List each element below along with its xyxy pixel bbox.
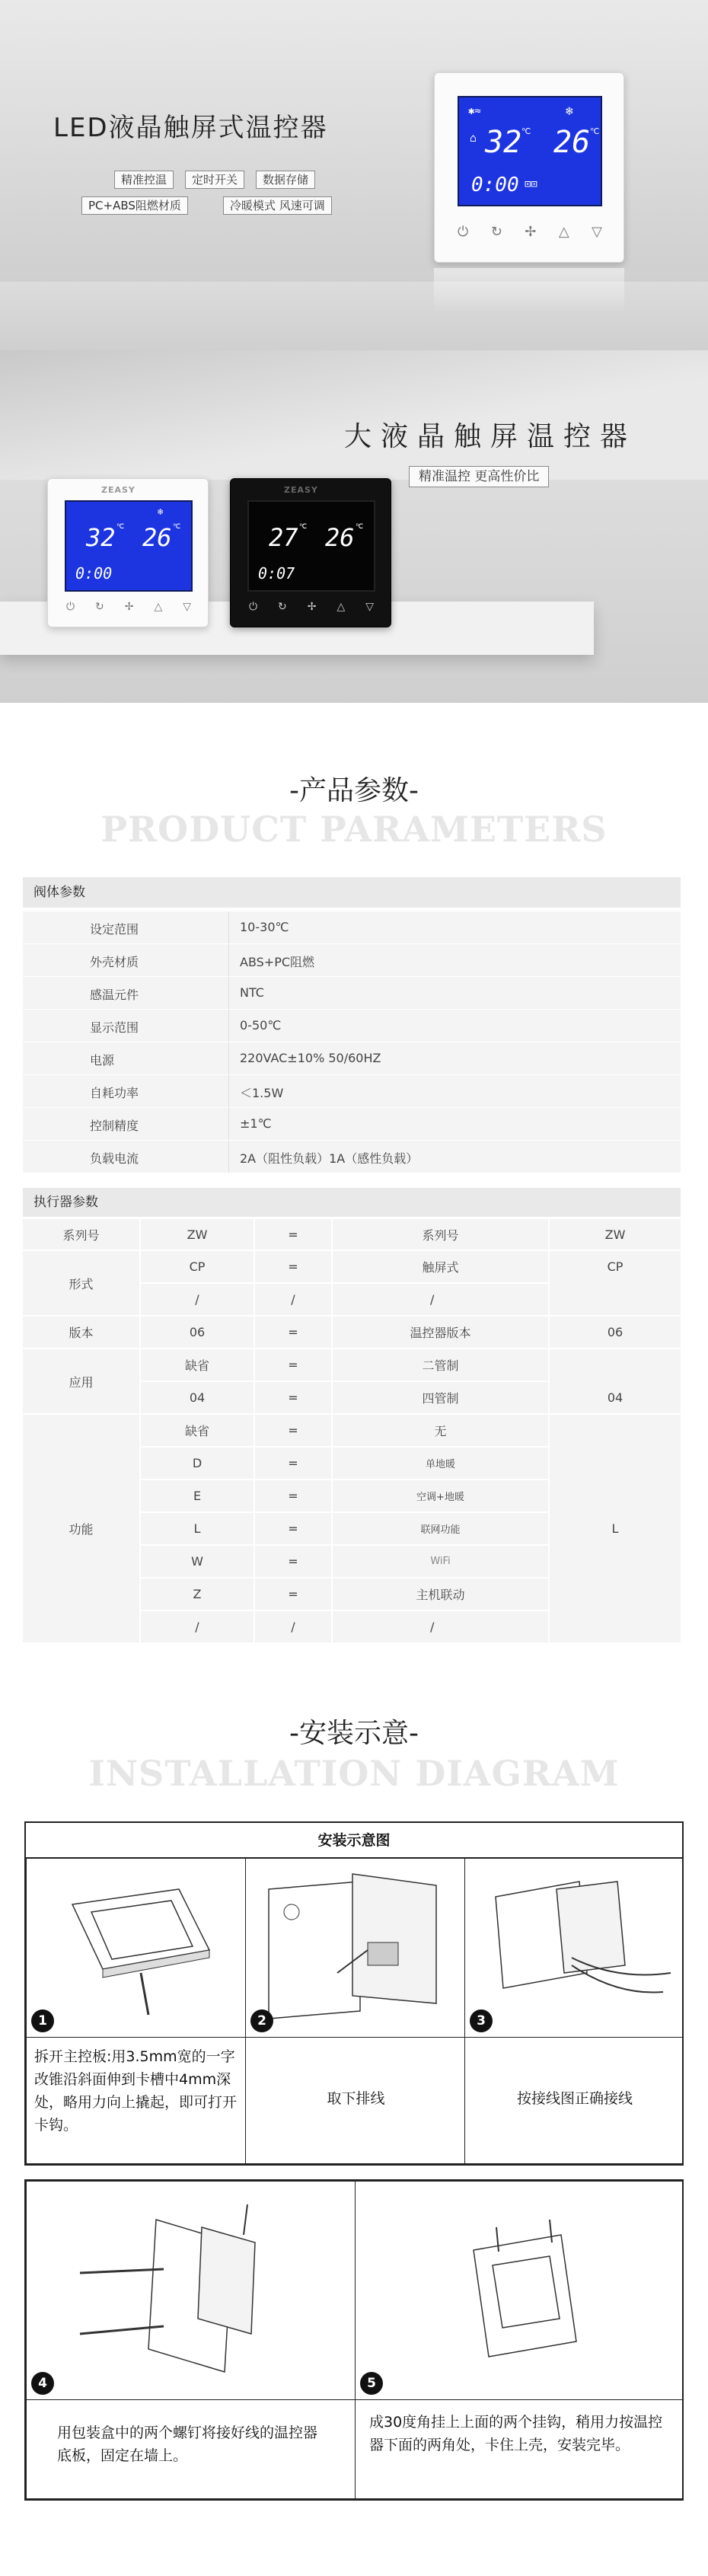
touch-buttons <box>249 601 374 613</box>
hero2-subtitle: 精准温控 更高性价比 <box>409 466 549 487</box>
table-cell: D <box>141 1448 254 1479</box>
table-cell: = <box>255 1317 331 1348</box>
table-cell: 单地暖 <box>333 1448 548 1479</box>
param-row <box>23 1108 681 1140</box>
step-3-illustration <box>465 1859 684 2038</box>
step-4-image <box>26 2181 356 2400</box>
step-caption: 按接线图正确接线 <box>516 2090 633 2107</box>
table-cell: L <box>550 1415 681 1642</box>
table-cell: 缺省 <box>141 1415 254 1446</box>
step-number: 2 <box>250 2009 273 2032</box>
step-5-caption-cell <box>355 2399 684 2499</box>
hero2-title: 大液晶触屏温控器 <box>344 421 637 452</box>
mode-button-icon[interactable]: ↻ <box>490 224 502 240</box>
down-arrow-icon[interactable]: ▽ <box>592 224 602 240</box>
step-4-illustration <box>27 2182 356 2400</box>
param-value: 220VAC±10% 50/60HZ <box>240 1051 381 1065</box>
table-cell: = <box>255 1382 331 1413</box>
feature-tag: 定时开关 <box>185 171 244 189</box>
table-cell: 无 <box>333 1415 548 1446</box>
params-subtitle: PRODUCT PARAMETERS <box>100 809 608 850</box>
up-arrow-icon[interactable]: △ <box>558 224 569 240</box>
snow-icon: ❄ <box>566 104 573 118</box>
install-subtitle: INSTALLATION DIAGRAM <box>88 1753 620 1794</box>
step-number: 4 <box>31 2372 54 2395</box>
param-key: 自耗功率 <box>90 1086 139 1100</box>
table-cell: 二管制 <box>333 1349 548 1381</box>
temp-unit: ℃ <box>173 523 181 531</box>
param-row <box>23 944 681 976</box>
table-cell: / <box>141 1284 254 1315</box>
param-value: ABS+PC阻燃 <box>240 955 315 969</box>
step-1-image <box>26 1858 246 2038</box>
power-icon[interactable]: ⏻ <box>458 224 469 240</box>
table-cell: W <box>141 1546 254 1577</box>
table-cell: L <box>141 1513 254 1544</box>
param-value: ＜1.5W <box>240 1086 284 1100</box>
brand-logo: ZEASY <box>101 485 136 495</box>
step-caption: 拆开主控板:用3.5mm宽的一字改锥沿斜面伸到卡槽中4mm深处，略用力向上撬起，即可打开卡钩。 <box>34 2048 238 2134</box>
table-cell: 缺省 <box>141 1349 254 1381</box>
param-key: 电源 <box>90 1053 115 1068</box>
step-3-caption-cell <box>464 2037 684 2164</box>
table-cell: 四管制 <box>333 1382 548 1413</box>
thermostat-white-large <box>434 72 624 263</box>
brand-logo: ZEASY <box>284 485 318 495</box>
param-value: 10-30℃ <box>240 920 289 934</box>
lcd-screen <box>65 500 193 592</box>
touch-buttons <box>66 601 191 613</box>
table-cell: 触屏式 <box>333 1251 548 1282</box>
table-row-label: 版本 <box>23 1317 139 1348</box>
temp-unit: ℃ <box>521 126 531 136</box>
set-temp: 32 <box>86 523 116 552</box>
table-cell: 空调+地暖 <box>333 1480 548 1511</box>
mode-button-icon[interactable]: ↻ <box>95 601 104 613</box>
install-diagram-box <box>24 1821 684 2166</box>
hero-title: LED液晶触屏式温控器 <box>53 113 328 143</box>
fan-speed-icon[interactable]: ✢ <box>525 224 537 240</box>
param-row <box>23 1075 681 1107</box>
step-number: 3 <box>470 2009 493 2032</box>
step-caption: 成30度角挂上上面的两个挂钩，稍用力按温控器下面的两角处，卡住上壳，安装完毕。 <box>369 2414 663 2453</box>
actuator-table <box>23 1207 681 1645</box>
param-key: 显示范围 <box>90 1020 139 1035</box>
temp-unit: ℃ <box>116 523 125 531</box>
param-key: 外壳材质 <box>90 955 139 969</box>
table-cell: 06 <box>550 1317 681 1348</box>
param-key: 设定范围 <box>90 922 139 937</box>
thermostat-white <box>47 478 209 627</box>
clock-display: 0:00 <box>471 174 519 196</box>
feature-tag: 冷暖模式 风速可调 <box>223 196 332 215</box>
table-cell: = <box>255 1480 331 1511</box>
param-row <box>23 1042 681 1074</box>
up-arrow-icon[interactable]: △ <box>154 601 163 613</box>
power-icon[interactable]: ⏻ <box>249 601 258 613</box>
param-value: 2A（阻性负载）1A（感性负载） <box>240 1151 419 1166</box>
lcd-screen <box>458 96 602 206</box>
fan-speed-icon[interactable]: ✢ <box>124 601 134 613</box>
mode-icon: ⌂ <box>470 131 477 145</box>
temp-unit: ℃ <box>590 126 600 136</box>
table-cell: / <box>255 1611 331 1642</box>
room-temp: 26 <box>325 523 355 552</box>
step-4-caption-cell <box>26 2399 356 2499</box>
table-cell: CP <box>550 1251 681 1315</box>
param-key: 负载电流 <box>90 1151 139 1166</box>
table-cell: WiFi <box>333 1546 548 1577</box>
fan-speed-icon[interactable]: ✢ <box>307 601 317 613</box>
table-cell: / <box>333 1611 548 1642</box>
table-cell: 联网功能 <box>333 1513 548 1544</box>
param-row <box>23 1141 681 1173</box>
step-2-image <box>245 1858 465 2038</box>
table-cell: 系列号 <box>333 1219 548 1250</box>
down-arrow-icon[interactable]: ▽ <box>183 601 191 613</box>
step-caption: 取下排线 <box>327 2090 385 2107</box>
thermostat-black <box>230 478 391 627</box>
table-cell: / <box>333 1284 548 1315</box>
touch-buttons <box>458 224 602 240</box>
param-row <box>23 911 681 943</box>
install-title: -安装示意- <box>289 1718 419 1749</box>
table-cell: 温控器版本 <box>333 1317 548 1348</box>
temp-unit: ℃ <box>299 523 308 531</box>
table-cell: 系列号 <box>23 1219 139 1250</box>
table-cell: = <box>255 1349 331 1381</box>
table-cell: / <box>255 1284 331 1315</box>
snow-icon: ❄ <box>158 506 164 517</box>
param-key: 感温元件 <box>90 988 139 1002</box>
table-cell: CP <box>141 1251 254 1282</box>
fan-icon: ✱≈ <box>468 105 481 117</box>
table-cell: = <box>255 1448 331 1479</box>
table-cell: = <box>255 1578 331 1610</box>
lock-icon: ⊡⊡ <box>525 178 537 190</box>
up-arrow-icon[interactable]: △ <box>336 601 346 613</box>
table-row-label: 形式 <box>23 1251 139 1315</box>
mode-button-icon[interactable]: ↻ <box>278 601 287 613</box>
table-row-label: 应用 <box>23 1349 139 1413</box>
param-value: 0-50℃ <box>240 1018 282 1033</box>
step-caption: 用包装盒中的两个螺钉将接好线的温控器底板，固定在墙上。 <box>57 2424 318 2464</box>
params-title: -产品参数- <box>289 775 419 806</box>
hero-banner-top <box>0 0 708 350</box>
param-key: 控制精度 <box>90 1119 139 1133</box>
step-2-illustration <box>246 1859 465 2038</box>
table-cell: = <box>255 1546 331 1577</box>
feature-tag: 数据存储 <box>256 171 315 189</box>
step-2-caption-cell <box>245 2037 465 2164</box>
set-temp: 27 <box>269 523 298 552</box>
step-3-image <box>464 1858 684 2038</box>
clock-display: 0:00 <box>75 564 113 583</box>
table-cell: ZW <box>141 1219 254 1250</box>
table-cell: 04 <box>550 1349 681 1413</box>
table-cell: ZW <box>550 1219 681 1250</box>
feature-tag: PC+ABS阻燃材质 <box>81 196 188 215</box>
power-icon[interactable]: ⏻ <box>66 601 75 613</box>
table-cell: E <box>141 1480 254 1511</box>
table-cell: 主机联动 <box>333 1578 548 1610</box>
actuator-section-header: 执行器参数 <box>23 1188 681 1217</box>
step-1-illustration <box>27 1859 246 2038</box>
params-section-header: 阀体参数 <box>23 877 681 908</box>
reflection <box>434 268 624 314</box>
install-box-title: 安装示意图 <box>26 1823 682 1858</box>
param-value: NTC <box>240 985 264 1000</box>
table-cell: = <box>255 1415 331 1446</box>
table-cell: = <box>255 1513 331 1544</box>
feature-tag: 精准控温 <box>114 171 174 189</box>
table-cell: Z <box>141 1578 254 1610</box>
step-5-image <box>355 2181 684 2400</box>
table-cell: 06 <box>141 1317 254 1348</box>
table-cell: / <box>141 1611 254 1642</box>
room-temp: 26 <box>553 125 591 160</box>
step-number: 1 <box>31 2009 54 2032</box>
param-row <box>23 977 681 1009</box>
table-cell: 04 <box>141 1382 254 1413</box>
room-temp: 26 <box>142 523 172 552</box>
down-arrow-icon[interactable]: ▽ <box>365 601 374 613</box>
table-cell: = <box>255 1219 331 1250</box>
table-row-label: 功能 <box>23 1415 139 1642</box>
param-value: ±1℃ <box>240 1116 272 1131</box>
clock-display: 0:07 <box>258 564 295 583</box>
install-diagram-box-2 <box>24 2179 684 2501</box>
lcd-screen <box>247 500 375 592</box>
step-number: 5 <box>360 2372 383 2395</box>
set-temp: 32 <box>485 125 522 160</box>
table-cell: = <box>255 1251 331 1282</box>
step-1-caption-cell <box>26 2037 246 2164</box>
step-5-illustration <box>356 2182 684 2400</box>
temp-unit: ℃ <box>356 523 364 531</box>
param-row <box>23 1010 681 1042</box>
